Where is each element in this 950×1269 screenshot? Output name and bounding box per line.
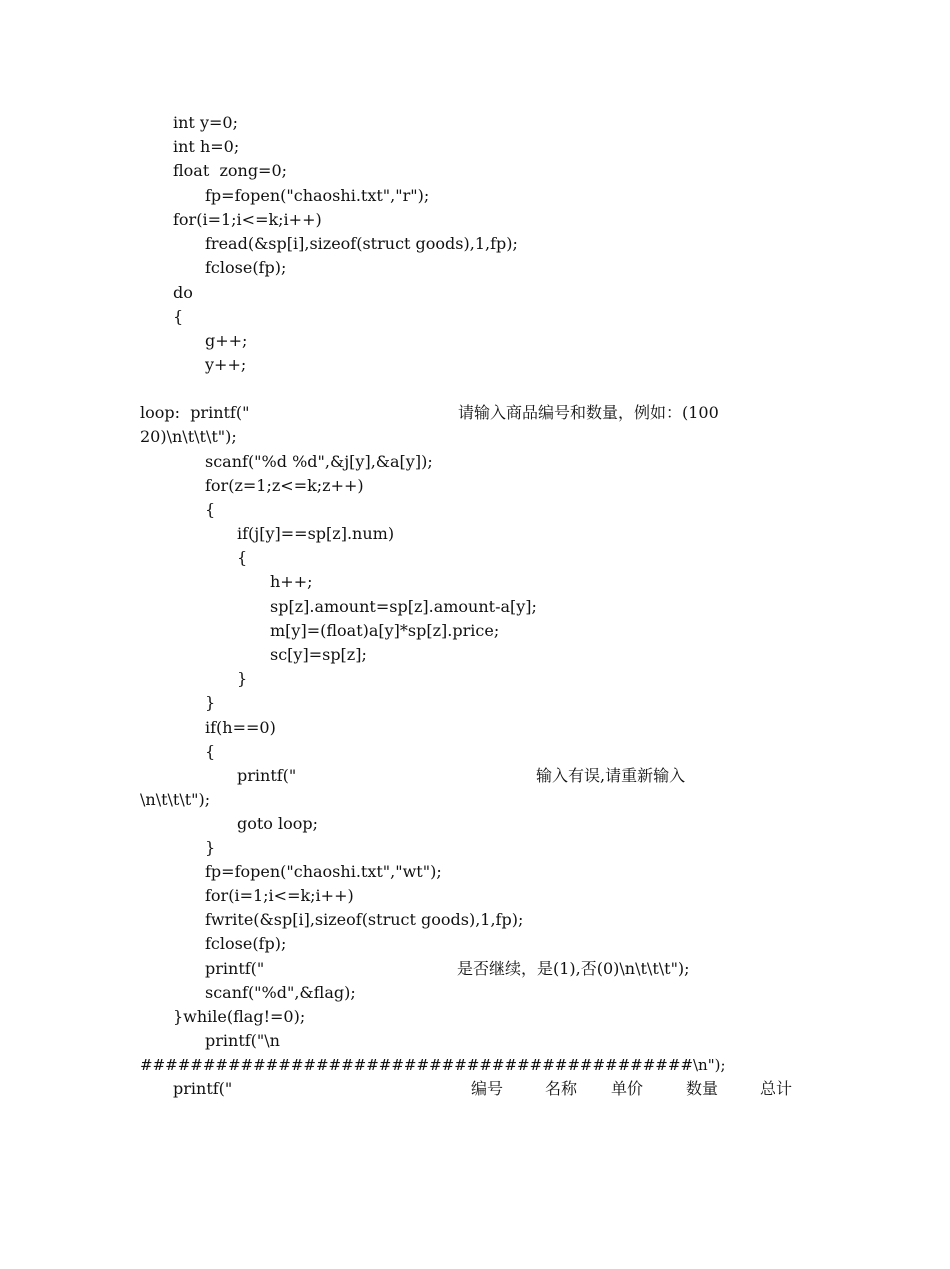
code-line: m[y]=(float)a[y]*sp[z].price; (270, 621, 500, 640)
code-text: 请输入商品编号和数量，例如：(100 (458, 403, 719, 422)
code-line: if(h==0) (205, 718, 276, 737)
code-line: fclose(fp); (205, 258, 287, 277)
code-line (205, 957, 805, 981)
code-line (173, 1077, 813, 1101)
code-line: 20)\n\t\t\t"); (140, 427, 237, 446)
column-header: 编号 (471, 1079, 504, 1098)
code-line: { (205, 742, 216, 761)
column-header: 数量 (686, 1079, 719, 1098)
code-line (140, 401, 860, 425)
code-text: printf(" (237, 766, 297, 785)
code-line: int h=0; (173, 137, 240, 156)
code-line: { (237, 548, 248, 567)
code-text: 是否继续，是(1),否(0)\n\t\t\t"); (457, 959, 690, 978)
code-line: printf("\n (205, 1031, 280, 1050)
code-line: int y=0; (173, 113, 238, 132)
code-line: goto loop; (237, 814, 319, 833)
code-line: ############################################\n"); (140, 1056, 726, 1074)
code-line: h++; (270, 572, 313, 591)
code-line: sc[y]=sp[z]; (270, 645, 367, 664)
column-header: 名称 (545, 1079, 578, 1098)
code-line: g++; (205, 331, 248, 350)
code-line: fclose(fp); (205, 934, 287, 953)
code-line: \n\t\t\t"); (140, 790, 211, 809)
code-line: scanf("%d",&flag); (205, 983, 356, 1002)
code-line: fwrite(&sp[i],sizeof(struct goods),1,fp); (205, 910, 524, 929)
code-line (237, 764, 757, 788)
code-line: { (173, 307, 184, 326)
code-line: }while(flag!=0); (173, 1007, 306, 1026)
code-line: fread(&sp[i],sizeof(struct goods),1,fp); (205, 234, 518, 253)
code-text: printf(" (205, 959, 265, 978)
code-line: do (173, 283, 193, 302)
code-text: 输入有误,请重新输入 (536, 766, 686, 785)
code-line: for(z=1;z<=k;z++) (205, 476, 364, 495)
code-text: printf(" (173, 1079, 233, 1098)
code-line: { (205, 500, 216, 519)
code-line: if(j[y]==sp[z].num) (237, 524, 395, 543)
code-line: for(i=1;i<=k;i++) (205, 886, 354, 905)
code-line: y++; (205, 355, 247, 374)
code-line: fp=fopen("chaoshi.txt","r"); (205, 186, 430, 205)
code-line: float zong=0; (173, 161, 288, 180)
code-line: } (205, 838, 216, 857)
code-line: } (205, 693, 216, 712)
column-header: 总计 (760, 1079, 793, 1098)
code-line: fp=fopen("chaoshi.txt","wt"); (205, 862, 442, 881)
column-header: 单价 (611, 1079, 644, 1098)
code-text: loop: printf(" (140, 403, 250, 422)
code-line: sp[z].amount=sp[z].amount-a[y]; (270, 597, 537, 616)
code-line: } (237, 669, 248, 688)
code-line: scanf("%d %d",&j[y],&a[y]); (205, 452, 433, 471)
code-line: for(i=1;i<=k;i++) (173, 210, 322, 229)
